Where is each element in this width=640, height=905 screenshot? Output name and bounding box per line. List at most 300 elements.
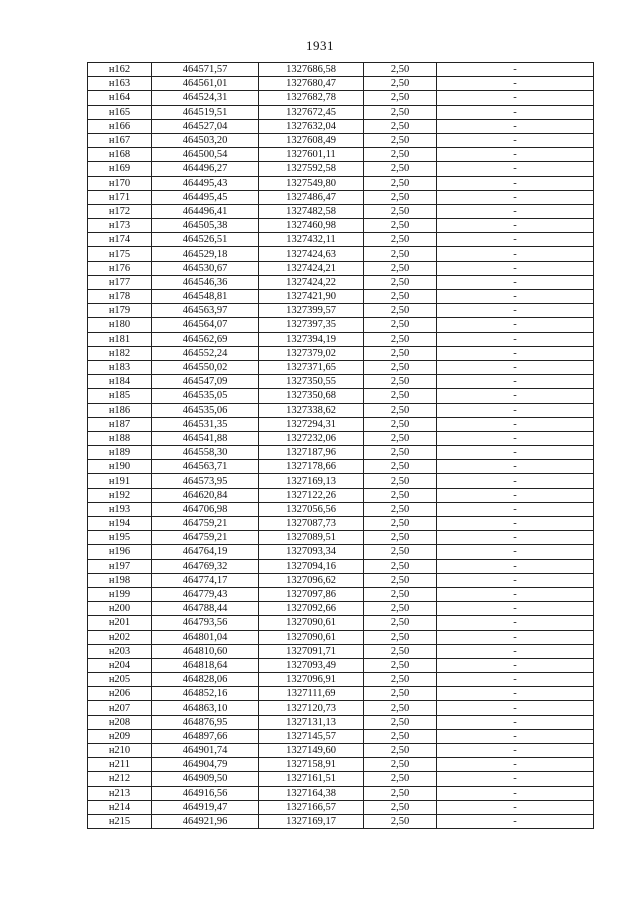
- description-cell: -: [437, 517, 594, 531]
- accuracy-cell: 2,50: [364, 460, 437, 474]
- x-coordinate-cell: 464571,57: [152, 63, 259, 77]
- table-row: [88, 63, 594, 77]
- y-coordinate-cell: 1327680,47: [259, 77, 364, 91]
- point-id-cell: н213: [88, 786, 152, 800]
- accuracy-cell: 2,50: [364, 190, 437, 204]
- x-coordinate-cell: 464503,20: [152, 133, 259, 147]
- y-coordinate-cell: 1327686,58: [259, 63, 364, 77]
- point-id-cell: н170: [88, 176, 152, 190]
- table-row: [88, 247, 594, 261]
- accuracy-cell: 2,50: [364, 616, 437, 630]
- description-cell: -: [437, 474, 594, 488]
- y-coordinate-cell: 1327421,90: [259, 290, 364, 304]
- x-coordinate-cell: 464535,05: [152, 389, 259, 403]
- description-cell: -: [437, 630, 594, 644]
- description-cell: -: [437, 446, 594, 460]
- table-row: [88, 389, 594, 403]
- description-cell: -: [437, 573, 594, 587]
- table-row: [88, 403, 594, 417]
- x-coordinate-cell: 464547,09: [152, 375, 259, 389]
- point-id-cell: н184: [88, 375, 152, 389]
- coordinates-table-body: [88, 63, 594, 829]
- accuracy-cell: 2,50: [364, 772, 437, 786]
- point-id-cell: н169: [88, 162, 152, 176]
- table-row: [88, 729, 594, 743]
- y-coordinate-cell: 1327087,73: [259, 517, 364, 531]
- y-coordinate-cell: 1327145,57: [259, 729, 364, 743]
- accuracy-cell: 2,50: [364, 729, 437, 743]
- point-id-cell: н214: [88, 800, 152, 814]
- x-coordinate-cell: 464779,43: [152, 587, 259, 601]
- description-cell: -: [437, 786, 594, 800]
- point-id-cell: н194: [88, 517, 152, 531]
- x-coordinate-cell: 464505,38: [152, 219, 259, 233]
- x-coordinate-cell: 464496,27: [152, 162, 259, 176]
- x-coordinate-cell: 464527,04: [152, 119, 259, 133]
- accuracy-cell: 2,50: [364, 644, 437, 658]
- accuracy-cell: 2,50: [364, 360, 437, 374]
- description-cell: -: [437, 403, 594, 417]
- point-id-cell: н192: [88, 488, 152, 502]
- table-row: [88, 573, 594, 587]
- x-coordinate-cell: 464706,98: [152, 502, 259, 516]
- x-coordinate-cell: 464541,88: [152, 431, 259, 445]
- accuracy-cell: 2,50: [364, 573, 437, 587]
- table-row: [88, 800, 594, 814]
- x-coordinate-cell: 464524,31: [152, 91, 259, 105]
- description-cell: -: [437, 644, 594, 658]
- accuracy-cell: 2,50: [364, 786, 437, 800]
- y-coordinate-cell: 1327091,71: [259, 644, 364, 658]
- accuracy-cell: 2,50: [364, 389, 437, 403]
- accuracy-cell: 2,50: [364, 375, 437, 389]
- accuracy-cell: 2,50: [364, 77, 437, 91]
- y-coordinate-cell: 1327122,26: [259, 488, 364, 502]
- description-cell: -: [437, 219, 594, 233]
- accuracy-cell: 2,50: [364, 559, 437, 573]
- table-row: [88, 346, 594, 360]
- point-id-cell: н196: [88, 545, 152, 559]
- accuracy-cell: 2,50: [364, 715, 437, 729]
- accuracy-cell: 2,50: [364, 119, 437, 133]
- table-row: [88, 587, 594, 601]
- description-cell: -: [437, 233, 594, 247]
- point-id-cell: н177: [88, 275, 152, 289]
- point-id-cell: н188: [88, 431, 152, 445]
- accuracy-cell: 2,50: [364, 275, 437, 289]
- accuracy-cell: 2,50: [364, 247, 437, 261]
- accuracy-cell: 2,50: [364, 417, 437, 431]
- table-row: [88, 162, 594, 176]
- description-cell: -: [437, 389, 594, 403]
- accuracy-cell: 2,50: [364, 800, 437, 814]
- x-coordinate-cell: 464897,66: [152, 729, 259, 743]
- table-row: [88, 758, 594, 772]
- table-row: [88, 814, 594, 828]
- x-coordinate-cell: 464810,60: [152, 644, 259, 658]
- x-coordinate-cell: 464548,81: [152, 290, 259, 304]
- x-coordinate-cell: 464909,50: [152, 772, 259, 786]
- description-cell: -: [437, 687, 594, 701]
- y-coordinate-cell: 1327424,63: [259, 247, 364, 261]
- y-coordinate-cell: 1327432,11: [259, 233, 364, 247]
- description-cell: -: [437, 375, 594, 389]
- description-cell: -: [437, 729, 594, 743]
- x-coordinate-cell: 464921,96: [152, 814, 259, 828]
- y-coordinate-cell: 1327371,65: [259, 360, 364, 374]
- y-coordinate-cell: 1327592,58: [259, 162, 364, 176]
- table-row: [88, 446, 594, 460]
- table-row: [88, 133, 594, 147]
- accuracy-cell: 2,50: [364, 701, 437, 715]
- description-cell: -: [437, 744, 594, 758]
- point-id-cell: н174: [88, 233, 152, 247]
- description-cell: -: [437, 502, 594, 516]
- accuracy-cell: 2,50: [364, 630, 437, 644]
- table-row: [88, 715, 594, 729]
- description-cell: -: [437, 545, 594, 559]
- y-coordinate-cell: 1327089,51: [259, 531, 364, 545]
- table-row: [88, 318, 594, 332]
- x-coordinate-cell: 464904,79: [152, 758, 259, 772]
- point-id-cell: н164: [88, 91, 152, 105]
- point-id-cell: н195: [88, 531, 152, 545]
- y-coordinate-cell: 1327424,21: [259, 261, 364, 275]
- point-id-cell: н185: [88, 389, 152, 403]
- table-row: [88, 616, 594, 630]
- y-coordinate-cell: 1327460,98: [259, 219, 364, 233]
- point-id-cell: н202: [88, 630, 152, 644]
- y-coordinate-cell: 1327394,19: [259, 332, 364, 346]
- table-row: [88, 559, 594, 573]
- accuracy-cell: 2,50: [364, 474, 437, 488]
- table-row: [88, 233, 594, 247]
- point-id-cell: н168: [88, 148, 152, 162]
- description-cell: -: [437, 77, 594, 91]
- description-cell: -: [437, 587, 594, 601]
- description-cell: -: [437, 190, 594, 204]
- table-row: [88, 460, 594, 474]
- y-coordinate-cell: 1327672,45: [259, 105, 364, 119]
- description-cell: -: [437, 275, 594, 289]
- point-id-cell: н172: [88, 204, 152, 218]
- point-id-cell: н198: [88, 573, 152, 587]
- table-row: [88, 474, 594, 488]
- table-row: [88, 602, 594, 616]
- x-coordinate-cell: 464901,74: [152, 744, 259, 758]
- accuracy-cell: 2,50: [364, 204, 437, 218]
- y-coordinate-cell: 1327549,80: [259, 176, 364, 190]
- y-coordinate-cell: 1327149,60: [259, 744, 364, 758]
- x-coordinate-cell: 464526,51: [152, 233, 259, 247]
- point-id-cell: н209: [88, 729, 152, 743]
- x-coordinate-cell: 464552,24: [152, 346, 259, 360]
- accuracy-cell: 2,50: [364, 133, 437, 147]
- table-row: [88, 204, 594, 218]
- point-id-cell: н163: [88, 77, 152, 91]
- x-coordinate-cell: 464563,97: [152, 304, 259, 318]
- accuracy-cell: 2,50: [364, 431, 437, 445]
- accuracy-cell: 2,50: [364, 63, 437, 77]
- x-coordinate-cell: 464564,07: [152, 318, 259, 332]
- x-coordinate-cell: 464530,67: [152, 261, 259, 275]
- description-cell: -: [437, 701, 594, 715]
- table-row: [88, 687, 594, 701]
- x-coordinate-cell: 464546,36: [152, 275, 259, 289]
- y-coordinate-cell: 1327399,57: [259, 304, 364, 318]
- table-row: [88, 417, 594, 431]
- accuracy-cell: 2,50: [364, 602, 437, 616]
- description-cell: -: [437, 616, 594, 630]
- point-id-cell: н187: [88, 417, 152, 431]
- accuracy-cell: 2,50: [364, 531, 437, 545]
- description-cell: -: [437, 602, 594, 616]
- accuracy-cell: 2,50: [364, 290, 437, 304]
- description-cell: -: [437, 559, 594, 573]
- x-coordinate-cell: 464788,44: [152, 602, 259, 616]
- table-row: [88, 77, 594, 91]
- x-coordinate-cell: 464519,51: [152, 105, 259, 119]
- accuracy-cell: 2,50: [364, 162, 437, 176]
- description-cell: -: [437, 119, 594, 133]
- y-coordinate-cell: 1327482,58: [259, 204, 364, 218]
- x-coordinate-cell: 464863,10: [152, 701, 259, 715]
- accuracy-cell: 2,50: [364, 446, 437, 460]
- x-coordinate-cell: 464764,19: [152, 545, 259, 559]
- y-coordinate-cell: 1327111,69: [259, 687, 364, 701]
- x-coordinate-cell: 464496,41: [152, 204, 259, 218]
- y-coordinate-cell: 1327178,66: [259, 460, 364, 474]
- point-id-cell: н203: [88, 644, 152, 658]
- point-id-cell: н176: [88, 261, 152, 275]
- coordinates-table: [87, 62, 594, 829]
- table-row: [88, 531, 594, 545]
- y-coordinate-cell: 1327096,91: [259, 673, 364, 687]
- x-coordinate-cell: 464620,84: [152, 488, 259, 502]
- description-cell: -: [437, 346, 594, 360]
- accuracy-cell: 2,50: [364, 502, 437, 516]
- accuracy-cell: 2,50: [364, 687, 437, 701]
- point-id-cell: н165: [88, 105, 152, 119]
- description-cell: -: [437, 304, 594, 318]
- point-id-cell: н162: [88, 63, 152, 77]
- point-id-cell: н186: [88, 403, 152, 417]
- table-row: [88, 744, 594, 758]
- accuracy-cell: 2,50: [364, 587, 437, 601]
- y-coordinate-cell: 1327158,91: [259, 758, 364, 772]
- point-id-cell: н182: [88, 346, 152, 360]
- table-row: [88, 786, 594, 800]
- table-row: [88, 517, 594, 531]
- table-row: [88, 261, 594, 275]
- accuracy-cell: 2,50: [364, 233, 437, 247]
- x-coordinate-cell: 464573,95: [152, 474, 259, 488]
- description-cell: -: [437, 63, 594, 77]
- point-id-cell: н206: [88, 687, 152, 701]
- y-coordinate-cell: 1327379,02: [259, 346, 364, 360]
- y-coordinate-cell: 1327682,78: [259, 91, 364, 105]
- y-coordinate-cell: 1327093,34: [259, 545, 364, 559]
- description-cell: -: [437, 673, 594, 687]
- x-coordinate-cell: 464759,21: [152, 531, 259, 545]
- point-id-cell: н167: [88, 133, 152, 147]
- point-id-cell: н210: [88, 744, 152, 758]
- description-cell: -: [437, 758, 594, 772]
- point-id-cell: н199: [88, 587, 152, 601]
- accuracy-cell: 2,50: [364, 261, 437, 275]
- x-coordinate-cell: 464818,64: [152, 658, 259, 672]
- accuracy-cell: 2,50: [364, 814, 437, 828]
- y-coordinate-cell: 1327093,49: [259, 658, 364, 672]
- description-cell: -: [437, 332, 594, 346]
- point-id-cell: н175: [88, 247, 152, 261]
- y-coordinate-cell: 1327294,31: [259, 417, 364, 431]
- description-cell: -: [437, 318, 594, 332]
- point-id-cell: н180: [88, 318, 152, 332]
- x-coordinate-cell: 464535,06: [152, 403, 259, 417]
- x-coordinate-cell: 464495,43: [152, 176, 259, 190]
- x-coordinate-cell: 464801,04: [152, 630, 259, 644]
- y-coordinate-cell: 1327169,17: [259, 814, 364, 828]
- y-coordinate-cell: 1327486,47: [259, 190, 364, 204]
- table-row: [88, 119, 594, 133]
- description-cell: -: [437, 800, 594, 814]
- accuracy-cell: 2,50: [364, 219, 437, 233]
- description-cell: -: [437, 488, 594, 502]
- description-cell: -: [437, 417, 594, 431]
- point-id-cell: н211: [88, 758, 152, 772]
- accuracy-cell: 2,50: [364, 673, 437, 687]
- point-id-cell: н181: [88, 332, 152, 346]
- y-coordinate-cell: 1327424,22: [259, 275, 364, 289]
- table-row: [88, 658, 594, 672]
- point-id-cell: н178: [88, 290, 152, 304]
- table-row: [88, 290, 594, 304]
- point-id-cell: н183: [88, 360, 152, 374]
- x-coordinate-cell: 464828,06: [152, 673, 259, 687]
- x-coordinate-cell: 464919,47: [152, 800, 259, 814]
- table-row: [88, 148, 594, 162]
- x-coordinate-cell: 464550,02: [152, 360, 259, 374]
- x-coordinate-cell: 464495,45: [152, 190, 259, 204]
- table-row: [88, 105, 594, 119]
- y-coordinate-cell: 1327350,55: [259, 375, 364, 389]
- y-coordinate-cell: 1327090,61: [259, 616, 364, 630]
- x-coordinate-cell: 464562,69: [152, 332, 259, 346]
- accuracy-cell: 2,50: [364, 332, 437, 346]
- description-cell: -: [437, 290, 594, 304]
- y-coordinate-cell: 1327601,11: [259, 148, 364, 162]
- x-coordinate-cell: 464774,17: [152, 573, 259, 587]
- y-coordinate-cell: 1327608,49: [259, 133, 364, 147]
- point-id-cell: н193: [88, 502, 152, 516]
- table-row: [88, 545, 594, 559]
- description-cell: -: [437, 360, 594, 374]
- y-coordinate-cell: 1327187,96: [259, 446, 364, 460]
- y-coordinate-cell: 1327120,73: [259, 701, 364, 715]
- table-row: [88, 488, 594, 502]
- table-row: [88, 644, 594, 658]
- x-coordinate-cell: 464916,56: [152, 786, 259, 800]
- description-cell: -: [437, 814, 594, 828]
- y-coordinate-cell: 1327397,35: [259, 318, 364, 332]
- accuracy-cell: 2,50: [364, 403, 437, 417]
- x-coordinate-cell: 464561,01: [152, 77, 259, 91]
- point-id-cell: н197: [88, 559, 152, 573]
- table-row: [88, 190, 594, 204]
- point-id-cell: н173: [88, 219, 152, 233]
- y-coordinate-cell: 1327232,06: [259, 431, 364, 445]
- point-id-cell: н215: [88, 814, 152, 828]
- table-row: [88, 360, 594, 374]
- accuracy-cell: 2,50: [364, 346, 437, 360]
- x-coordinate-cell: 464558,30: [152, 446, 259, 460]
- y-coordinate-cell: 1327131,13: [259, 715, 364, 729]
- table-row: [88, 772, 594, 786]
- y-coordinate-cell: 1327350,68: [259, 389, 364, 403]
- accuracy-cell: 2,50: [364, 517, 437, 531]
- y-coordinate-cell: 1327092,66: [259, 602, 364, 616]
- point-id-cell: н166: [88, 119, 152, 133]
- description-cell: -: [437, 133, 594, 147]
- y-coordinate-cell: 1327056,56: [259, 502, 364, 516]
- point-id-cell: н208: [88, 715, 152, 729]
- accuracy-cell: 2,50: [364, 658, 437, 672]
- table-row: [88, 275, 594, 289]
- accuracy-cell: 2,50: [364, 318, 437, 332]
- y-coordinate-cell: 1327632,04: [259, 119, 364, 133]
- table-row: [88, 176, 594, 190]
- table-row: [88, 502, 594, 516]
- point-id-cell: н200: [88, 602, 152, 616]
- table-row: [88, 630, 594, 644]
- table-row: [88, 219, 594, 233]
- accuracy-cell: 2,50: [364, 91, 437, 105]
- table-row: [88, 701, 594, 715]
- point-id-cell: н190: [88, 460, 152, 474]
- accuracy-cell: 2,50: [364, 758, 437, 772]
- description-cell: -: [437, 431, 594, 445]
- x-coordinate-cell: 464531,35: [152, 417, 259, 431]
- description-cell: -: [437, 261, 594, 275]
- x-coordinate-cell: 464876,95: [152, 715, 259, 729]
- description-cell: -: [437, 148, 594, 162]
- point-id-cell: н204: [88, 658, 152, 672]
- table-row: [88, 431, 594, 445]
- x-coordinate-cell: 464793,56: [152, 616, 259, 630]
- y-coordinate-cell: 1327164,38: [259, 786, 364, 800]
- description-cell: -: [437, 460, 594, 474]
- description-cell: -: [437, 204, 594, 218]
- table-row: [88, 332, 594, 346]
- accuracy-cell: 2,50: [364, 105, 437, 119]
- y-coordinate-cell: 1327096,62: [259, 573, 364, 587]
- description-cell: -: [437, 772, 594, 786]
- accuracy-cell: 2,50: [364, 545, 437, 559]
- x-coordinate-cell: 464852,16: [152, 687, 259, 701]
- x-coordinate-cell: 464769,32: [152, 559, 259, 573]
- y-coordinate-cell: 1327090,61: [259, 630, 364, 644]
- page-number: 1931: [306, 38, 334, 53]
- accuracy-cell: 2,50: [364, 304, 437, 318]
- y-coordinate-cell: 1327166,57: [259, 800, 364, 814]
- description-cell: -: [437, 658, 594, 672]
- description-cell: -: [437, 176, 594, 190]
- table-row: [88, 673, 594, 687]
- y-coordinate-cell: 1327169,13: [259, 474, 364, 488]
- description-cell: -: [437, 531, 594, 545]
- point-id-cell: н212: [88, 772, 152, 786]
